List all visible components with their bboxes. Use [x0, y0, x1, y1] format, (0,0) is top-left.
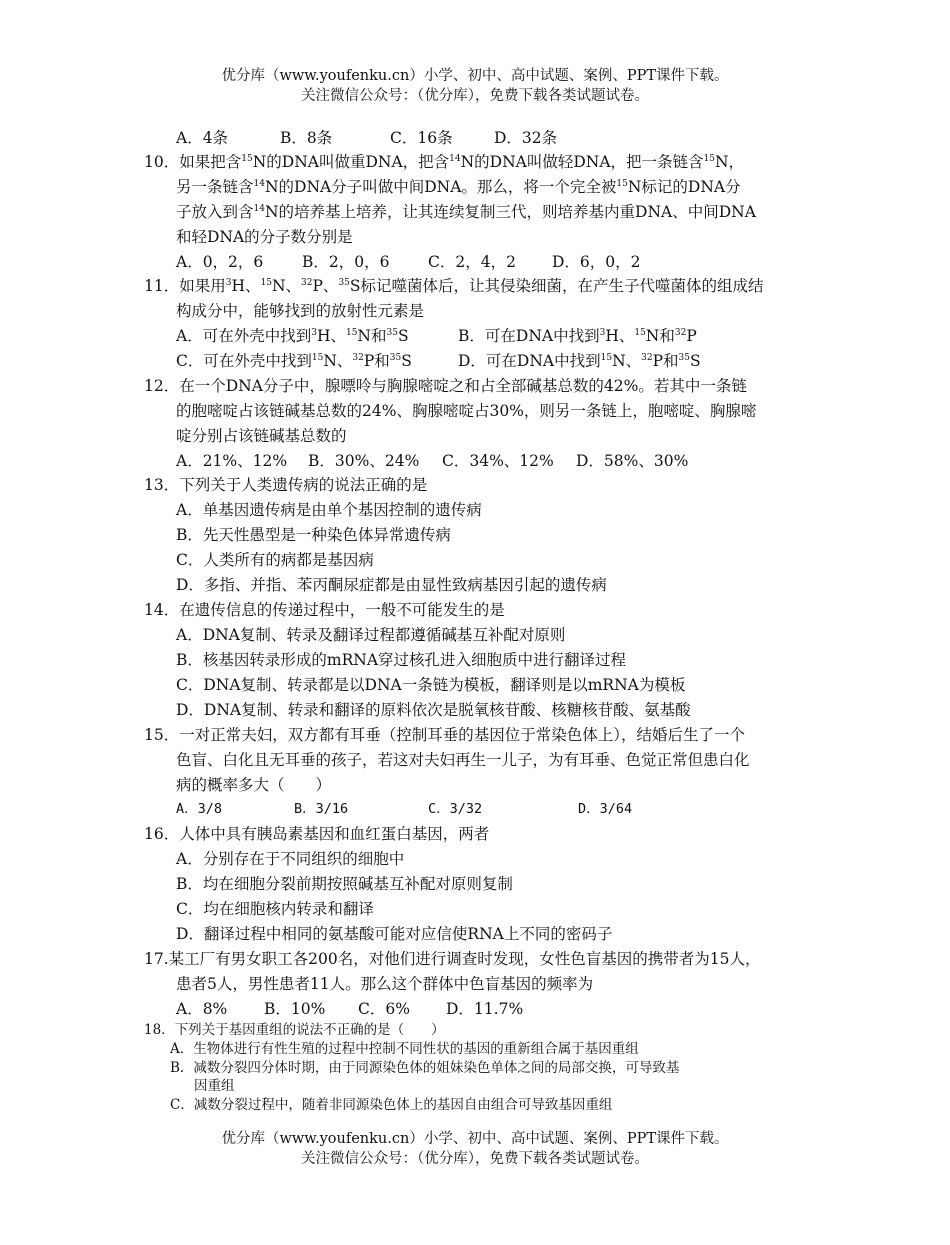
q11-option-a: A．可在外壳中找到$^3$H、$^{15}$N和$^{35}$S: [176, 327, 409, 345]
q14-option-a: A．DNA复制、转录及翻译过程都遵循碱基互补配对原则: [176, 626, 566, 644]
q13-option-d: D．多指、并指、苯丙酮尿症都是由显性致病基因引起的遗传病: [176, 576, 607, 594]
q18-option-a: A．生物体进行有性生殖的过程中控制不同性状的基因的重新组合属于基因重组: [170, 1041, 639, 1057]
header-line-2: 关注微信公众号：（优分库），免费下载各类试题试卷。: [301, 88, 649, 104]
q10-option-c: C．2，4，2: [428, 253, 516, 271]
q14-option-b: B．核基因转录形成的mRNA穿过核孔进入细胞质中进行翻译过程: [176, 651, 627, 669]
q14-number: 14．: [144, 601, 180, 619]
q18-number: 18．: [144, 1022, 175, 1038]
q14-option-d: D．DNA复制、转录和翻译的原料依次是脱氧核苷酸、核糖核苷酸、氨基酸: [176, 701, 691, 719]
q11-line-1: 11．如果用$^3$H、$^{15}$N、$^{32}$P、$^{35}$S标记噬菌体后，让其侵染细菌，在产生子代噬菌体的组成结: [144, 277, 764, 295]
q12-option-c: C．34%、12%: [442, 452, 554, 470]
q17-option-d: D．11.7%: [446, 1000, 524, 1018]
q17-option-c: C．6%: [358, 1000, 410, 1018]
q10-options: [176, 251, 641, 273]
q12-option-a: A．21%、12%: [176, 452, 288, 470]
q17-line-2: 患者5人，男性患者11人。那么这个群体中色盲基因的频率为: [176, 975, 594, 993]
footer-line-1: 优分库（www.youfenku.cn）小学、初中、高中试题、案例、PPT课件下载。: [221, 1131, 729, 1147]
q15-option-d: D．3/64: [578, 801, 633, 817]
q15-line-1: 15．一对正常夫妇，双方都有耳垂（控制耳垂的基因位于常染色体上），结婚后生了一个: [144, 726, 745, 744]
q11-option-d: D．可在DNA中找到$^{15}$N、$^{32}$P和$^{35}$S: [458, 352, 701, 370]
q15-number: 15．: [144, 726, 180, 744]
q17-option-b: B．10%: [264, 1000, 326, 1018]
q16-option-a: A．分别存在于不同组织的细胞中: [176, 850, 405, 868]
q18-stem: 18．下列关于基因重组的说法不正确的是（ ）: [144, 1022, 445, 1038]
q13-number: 13．: [144, 476, 180, 494]
page-header: [0, 66, 950, 106]
q12-line-3: 啶分别占该链碱基总数的: [176, 427, 347, 445]
q9-option-b: B．8条: [280, 129, 333, 147]
q12-options: [176, 450, 688, 472]
q17-option-a: A．8%: [176, 1000, 228, 1018]
q9-option-c: C．16条: [390, 129, 453, 147]
q11-number: 11．: [144, 277, 180, 295]
page-footer: [0, 1129, 950, 1169]
q16-stem: 16．人体中具有胰岛素基因和血红蛋白基因，两者: [144, 825, 490, 843]
q9-options: [176, 127, 557, 149]
q17-line-1: 17.某工厂有男女职工各200名，对他们进行调查时发现，女性色盲基因的携带者为15人，: [144, 950, 761, 968]
header-line-1: 优分库（www.youfenku.cn）小学、初中、高中试题、案例、PPT课件下载。: [221, 68, 729, 84]
q10-line-2: 另一条链含$^{14}$N的DNA分子叫做中间DNA。那么，将一个完全被$^{15}$N标记的DNA分: [176, 178, 741, 196]
q18-option-c: C．减数分裂过程中，随着非同源染色体上的基因自由组合可导致基因重组: [170, 1097, 613, 1113]
q15-option-c: C．3/32: [428, 801, 483, 817]
q16-option-b: B．均在细胞分裂前期按照碱基互补配对原则复制: [176, 875, 513, 893]
q17-number: 17.: [144, 950, 169, 968]
q10-option-b: B．2，0，6: [302, 253, 390, 271]
q14-stem: 14．在遗传信息的传递过程中，一般不可能发生的是: [144, 601, 505, 619]
q16-number: 16．: [144, 825, 180, 843]
q12-option-b: B．30%、24%: [308, 452, 420, 470]
footer-line-2: 关注微信公众号：（优分库），免费下载各类试题试卷。: [301, 1151, 649, 1167]
q15-options: [176, 798, 632, 820]
q13-stem: 13．下列关于人类遗传病的说法正确的是: [144, 476, 428, 494]
q10-line-3: 子放入到含$^{14}$N的培养基上培养，让其连续复制三代，则培养基内重DNA、中间DNA: [176, 203, 756, 221]
q9-option-d: D．32条: [494, 129, 558, 147]
q17-options: [176, 998, 523, 1020]
q10-option-a: A．0，2，6: [176, 253, 264, 271]
q11-option-c: C．可在外壳中找到$^{15}$N、$^{32}$P和$^{35}$S: [176, 352, 412, 370]
q15-option-a: A．3/8: [176, 801, 223, 817]
q10-line-1: 10．如果把含$^{15}$N的DNA叫做重DNA，把含$^{14}$N的DNA叫做轻DNA，把一条链含$^{15}$N，: [144, 153, 745, 171]
q12-line-1: 12．在一个DNA分子中，腺嘌呤与胸腺嘧啶之和占全部碱基总数的42%。若其中一条链: [144, 377, 747, 395]
q13-option-c: C．人类所有的病都是基因病: [176, 551, 374, 569]
q13-option-b: B．先天性愚型是一种染色体异常遗传病: [176, 526, 451, 544]
q14-option-c: C．DNA复制、转录都是以DNA一条链为模板，翻译则是以mRNA为模板: [176, 676, 686, 694]
q10-number: 10．: [144, 153, 180, 171]
q16-option-c: C．均在细胞核内转录和翻译: [176, 900, 374, 918]
q15-option-b: B．3/16: [294, 801, 349, 817]
q13-option-a: A．单基因遗传病是由单个基因控制的遗传病: [176, 501, 482, 519]
q12-line-2: 的胞嘧啶占该链碱基总数的24%、胸腺嘧啶占30%，则另一条链上，胞嘧啶、胸腺嘧: [176, 402, 757, 420]
q18-option-b-cont: 因重组: [194, 1078, 235, 1094]
q12-number: 12．: [144, 377, 180, 395]
q11-option-b: B．可在DNA中找到$^3$H、$^{15}$N和$^{32}$P: [458, 327, 697, 345]
q16-option-d: D．翻译过程中相同的氨基酸可能对应信使RNA上不同的密码子: [176, 925, 613, 943]
q9-option-a: A．4条: [176, 129, 229, 147]
q15-line-2: 色盲、白化且无耳垂的孩子，若这对夫妇再生一儿子，为有耳垂、色觉正常但患白化: [176, 751, 750, 769]
q10-line-4: 和轻DNA的分子数分别是: [176, 228, 353, 246]
q18-option-b: B．减数分裂四分体时期，由于同源染色体的姐妹染色单体之间的局部交换，可导致基: [170, 1060, 680, 1076]
q15-line-3: 病的概率多大（ ）: [176, 776, 332, 794]
q12-option-d: D．58%、30%: [576, 452, 689, 470]
q11-line-2: 构成分中，能够找到的放射性元素是: [176, 302, 425, 320]
q10-option-d: D．6，0，2: [552, 253, 641, 271]
